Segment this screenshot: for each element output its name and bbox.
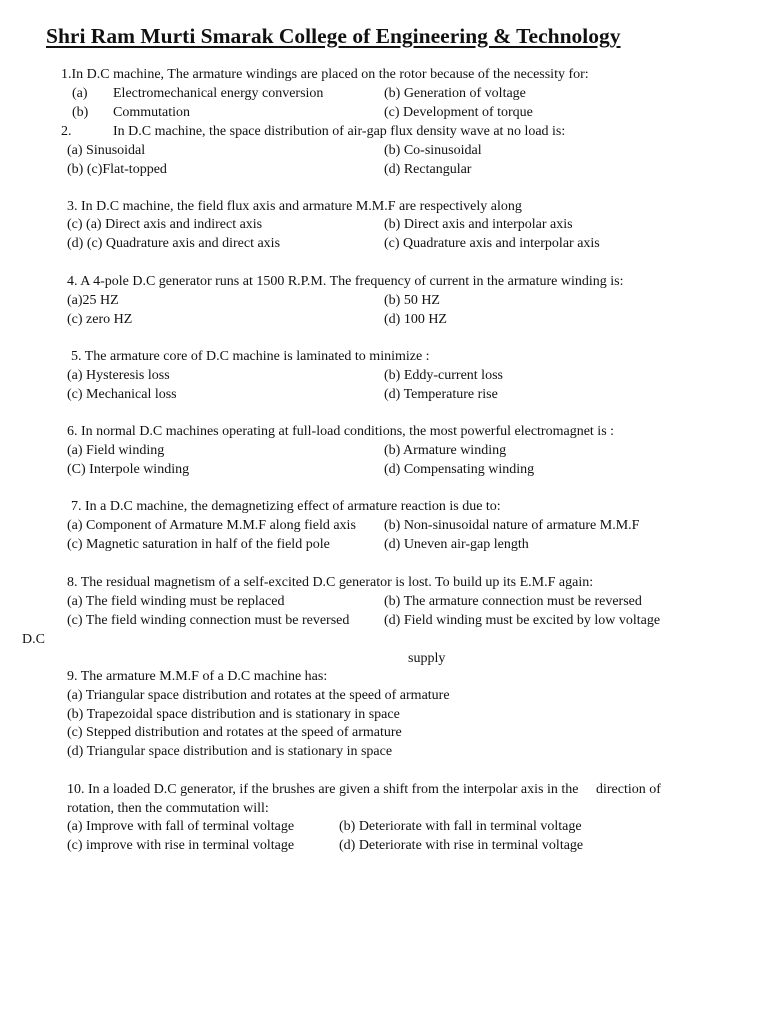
question-8-supply-text: supply [408,651,446,666]
question-2-number: 2. [61,124,72,139]
question-6-option-b: (b) Armature winding [384,443,507,458]
question-10-option-d: (d) Deteriorate with rise in terminal voltage [339,838,584,853]
question-9-option-b: (b) Trapezoidal space distribution and is stationary in space [67,707,400,722]
question-6-option-a: (a) Field winding [67,443,165,458]
question-1-option-c: Commutation [113,105,190,120]
question-9-option-c: (c) Stepped distribution and rotates at the speed of armature [67,725,402,740]
question-1-option-a-key: (a) [72,86,88,101]
question-7-option-d: (d) Uneven air-gap length [384,537,529,552]
question-6-option-d: (d) Compensating winding [384,462,535,477]
question-3-stem: 3. In D.C machine, the field flux axis and armature M.M.F are respectively along [67,199,522,214]
question-4-option-c: (c) zero HZ [67,312,133,327]
question-7-option-b: (b) Non-sinusoidal nature of armature M.M.F [384,518,640,533]
question-10-option-c: (c) improve with rise in terminal voltage [67,838,295,853]
question-4-option-a: (a)25 HZ [67,293,119,308]
question-1-option-b: (b) Generation of voltage [384,86,526,101]
question-2-option-b: (b) Co-sinusoidal [384,143,482,158]
question-4-option-b: (b) 50 HZ [384,293,440,308]
question-3-option-b: (b) Direct axis and interpolar axis [384,217,573,232]
question-4-stem: 4. A 4-pole D.C generator runs at 1500 R.P.M. The frequency of current in the armature winding is: [67,274,624,289]
question-2-option-d: (d) Rectangular [384,162,472,177]
question-3-option-d: (c) Quadrature axis and interpolar axis [384,236,600,251]
question-7-stem: 7. In a D.C machine, the demagnetizing effect of armature reaction is due to: [71,499,501,514]
question-10-option-a: (a) Improve with fall of terminal voltage [67,819,295,834]
question-9-option-d: (d) Triangular space distribution and is stationary in space [67,744,393,759]
question-1-option-a: Electromechanical energy conversion [113,86,324,101]
page-title: Shri Ram Murti Smarak College of Engineering & Technology [46,24,621,48]
question-8-dc-text: D.C [22,632,45,647]
question-8-option-a: (a) The field winding must be replaced [67,594,285,609]
question-9-option-a: (a) Triangular space distribution and rotates at the speed of armature [67,688,450,703]
question-7-option-c: (c) Magnetic saturation in half of the field pole [67,537,330,552]
question-8-stem: 8. The residual magnetism of a self-excited D.C generator is lost. To build up its E.M.F again: [67,575,594,590]
question-8-option-b: (b) The armature connection must be reversed [384,594,642,609]
question-1-option-d: (c) Development of torque [384,105,533,120]
question-5-stem: 5. The armature core of D.C machine is laminated to minimize : [71,349,430,364]
question-8-option-c: (c) The field winding connection must be reversed [67,613,350,628]
question-8-option-d: (d) Field winding must be excited by low voltage [384,613,661,628]
question-1-option-c-key: (b) [72,105,89,120]
question-10-stem-continued: direction of [596,782,661,797]
question-9-stem: 9. The armature M.M.F of a D.C machine has: [67,669,328,684]
question-5-option-a: (a) Hysteresis loss [67,368,170,383]
question-3-option-a: (c) (a) Direct axis and indirect axis [67,217,263,232]
question-2-stem: In D.C machine, the space distribution of air-gap flux density wave at no load is: [113,124,566,139]
question-1-stem: 1.In D.C machine, The armature windings are placed on the rotor because of the necessity for: [61,67,589,82]
question-6-option-c: (C) Interpole winding [67,462,190,477]
question-4-option-d: (d) 100 HZ [384,312,447,327]
question-5-option-c: (c) Mechanical loss [67,387,177,402]
question-10-stem-line-2: rotation, then the commutation will: [67,801,269,816]
question-2-option-a: (a) Sinusoidal [67,143,146,158]
question-2-option-c: (b) (c)Flat-topped [67,162,167,177]
question-10-option-b: (b) Deteriorate with fall in terminal voltage [339,819,582,834]
question-5-option-b: (b) Eddy-current loss [384,368,503,383]
question-5-option-d: (d) Temperature rise [384,387,498,402]
question-10-stem: 10. In a loaded D.C generator, if the brushes are given a shift from the interpolar axis in the [67,782,579,797]
question-7-option-a: (a) Component of Armature M.M.F along field axis [67,518,356,533]
question-3-option-c: (d) (c) Quadrature axis and direct axis [67,236,281,251]
question-6-stem: 6. In normal D.C machines operating at full-load conditions, the most powerful electromagnet is : [67,424,615,439]
